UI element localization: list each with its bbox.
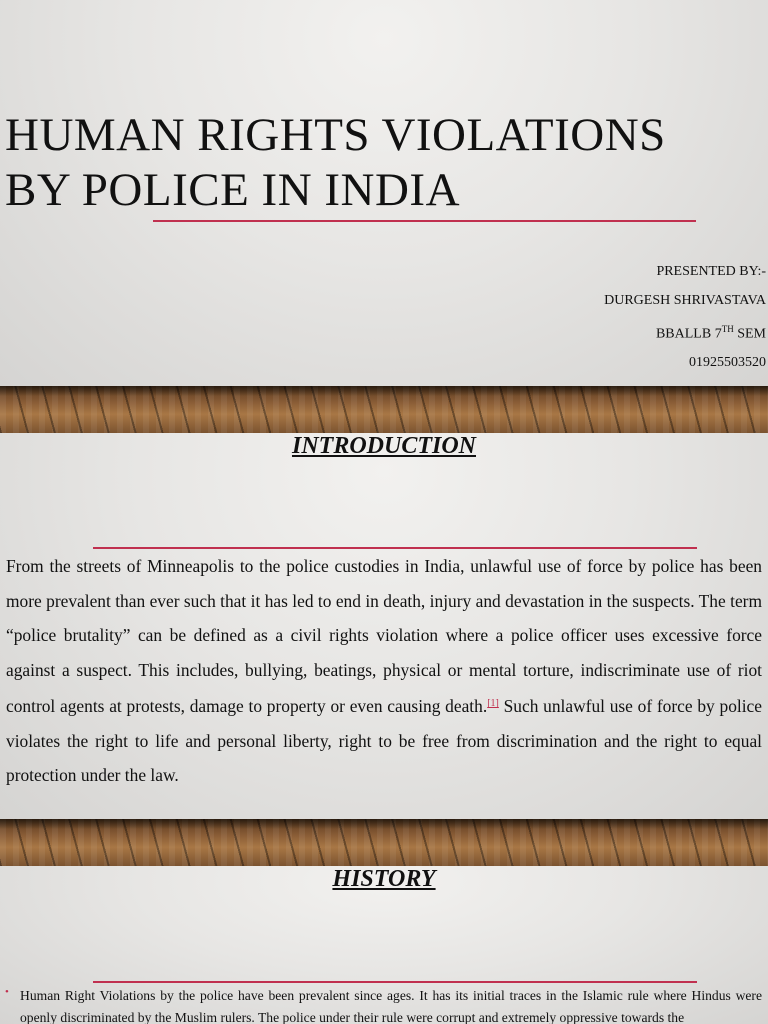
course-ordinal: TH [721, 324, 734, 334]
footnote-link[interactable]: [1] [487, 698, 499, 709]
presentation-title [5, 108, 666, 218]
course-prefix: BBALLB 7 [655, 326, 722, 342]
history-slide [0, 866, 768, 1024]
introduction-paragraph [6, 549, 762, 793]
introduction-heading: INTRODUCTION [291, 433, 476, 459]
presenter-block [604, 258, 766, 378]
presented-by-label: PRESENTED BY:- [656, 264, 766, 279]
wood-floor-band [0, 819, 768, 866]
title-underline-rule [153, 220, 696, 222]
presenter-course [604, 315, 766, 349]
title-line-1: HUMAN RIGHTS VIOLATIONS [5, 109, 666, 161]
paragraph-part-2: Such unlawful use of force by police violates the right to life and personal liberty, right to be free from discrimination and the right to equal protection under the law. [6, 696, 762, 785]
title-line-2: BY POLICE IN INDIA [5, 164, 461, 216]
presenter-name: DURGESH SHRIVASTAVA [604, 292, 766, 308]
history-rule [93, 981, 697, 983]
presenter-roll-number: 01925503520 [689, 355, 766, 371]
course-suffix: SEM [733, 326, 766, 342]
introduction-slide [0, 433, 768, 819]
wood-floor-band [0, 386, 768, 433]
history-heading: HISTORY [332, 866, 436, 892]
bullet-marker: • [5, 986, 9, 998]
paragraph-part-1: From the streets of Minneapolis to the police custodies in India, unlawful use of force by police has been more prevalent than ever such that it has led to end in death, injury and devastation in the suspects. The term “police brutality” can be defined as a civil rights violation where a police officer uses excessive force against a suspect. This includes, bullying, beatings, physical or mental torture, indiscriminate use of riot control agents at protests, damage to property or even causing death. [6, 556, 762, 716]
history-bullet-text: Human Right Violations by the police have been prevalent since ages. It has its initial traces in the Islamic rule where Hindus were openly discriminated by the Muslim rulers. The police under their rule were corrupt and extremely oppressive towards the [20, 988, 762, 1024]
title-slide [0, 0, 768, 386]
